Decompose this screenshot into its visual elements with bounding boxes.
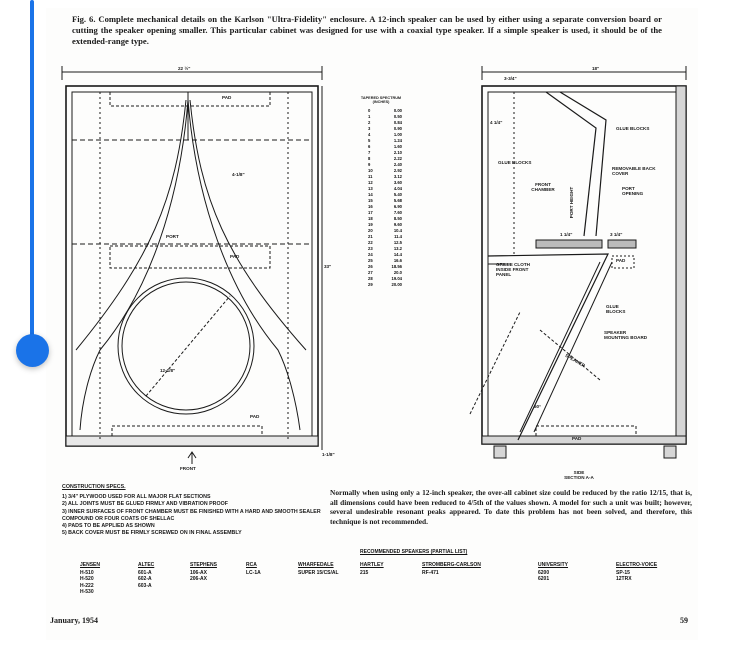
spacing-index: 11 <box>368 174 373 180</box>
side-pad: PAD <box>616 258 626 263</box>
spacing-index: 26 <box>368 264 373 270</box>
scrollbar-thumb[interactable] <box>16 334 49 367</box>
spacing-index: 29 <box>368 282 373 288</box>
side-width-label: 18" <box>592 66 600 71</box>
speaker-model: H-222 <box>80 582 94 589</box>
side-glue-blocks-1: GLUE BLOCKS <box>616 126 650 131</box>
speaker-column <box>80 562 100 595</box>
spacing-index: 6 <box>368 144 371 150</box>
spacing-value: 2.22 <box>393 156 402 162</box>
side-section-label: SIDE SECTION A-A <box>564 470 594 480</box>
spacing-value: 2.10 <box>393 150 402 156</box>
speaker-brand: JENSEN <box>80 562 101 568</box>
front-pad-bottom: PAD <box>250 414 260 419</box>
spacing-table-title: TAPERED SPECTRUM (INCHES) <box>360 96 402 105</box>
speaker-column <box>298 562 339 576</box>
speaker-model: 215 <box>360 570 369 577</box>
spacing-index: 8 <box>368 156 371 162</box>
spacing-index: 12 <box>368 180 373 186</box>
spacing-value: 10.4 <box>393 228 402 234</box>
spacing-value: 19.04 <box>391 276 402 282</box>
speaker-model: H-510 <box>80 570 94 577</box>
construction-spec-item: 1) 3/4" PLYWOOD USED FOR ALL MAJOR FLAT SECTIONS <box>62 494 211 501</box>
side-pad2: PAD <box>572 436 582 441</box>
side-glue-blocks-3: GLUE BLOCKS <box>606 304 626 314</box>
side-glue-blocks-2: GLUE BLOCKS <box>498 160 532 165</box>
spacing-index: 0 <box>368 108 371 113</box>
spacing-index: 25 <box>368 258 373 264</box>
footer-page-number: 59 <box>680 616 688 625</box>
spacing-value: 9.60 <box>393 222 402 228</box>
speaker-model: 6200 <box>538 570 550 577</box>
spacing-index: 22 <box>368 240 373 246</box>
spacing-value: 2.92 <box>393 168 402 174</box>
spacing-index: 1 <box>368 114 371 120</box>
spacing-index: 27 <box>368 270 373 276</box>
spacing-index: 10 <box>368 168 373 174</box>
front-pad-top: PAD <box>222 95 232 100</box>
spacing-index: 23 <box>368 246 373 252</box>
speaker-model: 206-AX <box>190 576 207 583</box>
spacing-index: 15 <box>368 198 373 204</box>
spacing-value: 0.90 <box>393 126 402 132</box>
figure-caption: Fig. 6. Complete mechanical details on the Karlson "Ultra-Fidelity" enclosure. A 12-inch speaker can be used by either using a separate conversion board or cutting the speaker opening smaller. This particular cabinet was designed for use with a coaxial type speaker. If a simple speaker is used, it should be of the extended-range type. <box>72 14 662 46</box>
construction-spec-item: 4) PADS TO BE APPLIED AS SHOWN <box>62 523 155 530</box>
spacing-value: 3.60 <box>393 180 402 186</box>
recommended-speakers-title: RECOMMENDED SPEAKERS (PARTIAL LIST) <box>360 549 468 555</box>
scrollbar-track[interactable] <box>30 0 34 350</box>
speaker-brand: ELECTRO-VOICE <box>616 562 658 568</box>
spacing-value: 7.60 <box>393 210 402 216</box>
side-dim-3-14: 3 1/4" <box>610 232 623 237</box>
speaker-model: SP-15 <box>616 570 630 577</box>
spacing-value: 20.0 <box>393 270 402 276</box>
speaker-model: 12TRX <box>616 576 632 583</box>
note-paragraph: Normally when using only a 12-inch speaker, the over-all cabinet size could be reduced by the ratio 12/15, that is, all dimensions could have been reduced to 4/5th of the values shown. A model for such a unit was built; however, several undesirable resonant peaks appeared. To date this problem has not been solved, and therefore, this technique is not recommended. <box>330 488 692 526</box>
spacing-index: 18 <box>368 216 373 222</box>
speaker-column <box>422 562 481 576</box>
spacing-value: 5.68 <box>393 198 402 204</box>
side-grille-cloth: GRILLE CLOTH INSIDE FRONT PANEL <box>496 262 530 277</box>
spacing-value: 18.56 <box>391 264 402 270</box>
front-base-label: 1-1/8" <box>322 452 335 457</box>
side-removable-back: REMOVABLE BACK COVER <box>612 166 656 176</box>
construction-spec-item: 3) INNER SURFACES OF FRONT CHAMBER MUST BE FINISHED WITH A HARD AND SMOOTH SEALER COMPOUND OR FOUR COATS OF SHELLAC <box>62 508 321 522</box>
side-dim-334: 3-3/4" <box>504 76 517 81</box>
spacing-value: 0.84 <box>393 120 402 126</box>
side-front-chamber: FRONT CHAMBER <box>531 182 555 192</box>
spacing-value: 13.2 <box>393 246 402 252</box>
spacing-value: 1.00 <box>393 132 402 138</box>
speaker-column <box>538 562 568 583</box>
speaker-column <box>360 562 384 576</box>
front-dim-circle: 12-1/8" <box>160 368 176 373</box>
speaker-column <box>190 562 217 583</box>
spacing-table-row <box>368 282 402 288</box>
speaker-brand: WHARFEDALE <box>298 562 334 568</box>
side-speaker-board: SPEAKER MOUNTING BOARD <box>604 330 648 340</box>
speaker-column <box>138 562 154 589</box>
footer-date: January, 1954 <box>50 616 99 625</box>
spacing-index: 28 <box>368 276 373 282</box>
spacing-value: 11.4 <box>394 234 402 240</box>
spacing-index: 19 <box>368 222 373 228</box>
speaker-model: H-520 <box>80 576 94 583</box>
front-view-drawing <box>62 66 322 464</box>
speaker-column <box>616 562 657 583</box>
construction-spec-item: 2) ALL JOINTS MUST BE GLUED FIRMLY AND VIBRATION PROOF <box>62 501 228 508</box>
spacing-index: 21 <box>368 234 373 240</box>
spacing-index: 7 <box>368 150 371 156</box>
spacing-index: 24 <box>368 252 373 258</box>
side-port-opening: PORT OPENING <box>622 186 644 196</box>
spacing-value: 4.04 <box>393 186 402 192</box>
spacing-table <box>368 108 402 288</box>
spacing-index: 14 <box>368 192 373 198</box>
side-port-height: PORT HEIGHT <box>569 186 575 219</box>
speaker-brand: RCA <box>246 562 257 568</box>
spacing-value: 8.50 <box>393 216 402 222</box>
spacing-value: 20.00 <box>391 282 402 288</box>
spacing-value: 14.4 <box>393 252 402 258</box>
construction-specs-heading: CONSTRUCTION SPECS. <box>62 484 126 490</box>
spacing-value: 0.50 <box>393 114 402 120</box>
spacing-value: 5.40 <box>393 192 402 198</box>
speaker-model: LC-1A <box>246 570 261 577</box>
speaker-model: 6201 <box>538 576 550 583</box>
speaker-column <box>246 562 261 576</box>
speaker-model: 601-A <box>138 570 152 577</box>
spacing-value: 0.00 <box>393 108 402 113</box>
speaker-brand: UNIVERSITY <box>538 562 569 568</box>
front-port-label: PORT <box>166 234 179 239</box>
spacing-value: 1.60 <box>393 144 402 150</box>
spacing-index: 17 <box>368 210 373 216</box>
spacing-value: 12.5 <box>393 240 402 246</box>
spacing-index: 20 <box>368 228 373 234</box>
speaker-model: 602-A <box>138 576 152 583</box>
speaker-model: H-530 <box>80 588 94 595</box>
side-dim-414: 4 1/4" <box>490 120 503 125</box>
spacing-index: 3 <box>368 126 371 132</box>
side-dim-angle: 60° <box>534 404 541 409</box>
spacing-value: 6.90 <box>393 204 402 210</box>
speaker-model: SUPER 15/CS/AL <box>298 570 339 577</box>
spacing-value: 1.24 <box>393 138 402 144</box>
spacing-value: 3.12 <box>393 174 402 180</box>
speaker-brand: HARTLEY <box>360 562 384 568</box>
front-width-label: 22 ½" <box>178 66 191 71</box>
front-height-label: 33" <box>324 264 332 269</box>
spacing-index: 16 <box>368 204 373 210</box>
side-dim-114: 1 1/4" <box>560 232 573 237</box>
speaker-model: 106-AX <box>190 570 207 577</box>
speaker-brand: STROMBERG-CARLSON <box>422 562 481 568</box>
construction-specs <box>62 484 322 537</box>
speaker-brand: ALTEC <box>138 562 155 568</box>
front-pad-mid: PAD <box>230 254 240 259</box>
spacing-index: 5 <box>368 138 371 144</box>
spacing-value: 2.40 <box>393 162 402 168</box>
spacing-value: 16.6 <box>393 258 402 264</box>
spacing-index: 4 <box>368 132 371 138</box>
spacing-index: 13 <box>368 186 373 192</box>
speaker-brand: STEPHENS <box>190 562 217 568</box>
spacing-index: 2 <box>368 120 371 126</box>
speaker-model: 603-A <box>138 582 152 589</box>
spacing-index: 9 <box>368 162 371 168</box>
front-dim-418: 4-1/8" <box>232 172 245 177</box>
speaker-model: RF-471 <box>422 570 439 577</box>
construction-spec-item: 5) BACK COVER MUST BE FIRMLY SCREWED ON IN FINAL ASSEMBLY <box>62 530 242 537</box>
front-label: FRONT <box>180 466 196 471</box>
side-speaker: SPEAKER <box>564 352 586 369</box>
